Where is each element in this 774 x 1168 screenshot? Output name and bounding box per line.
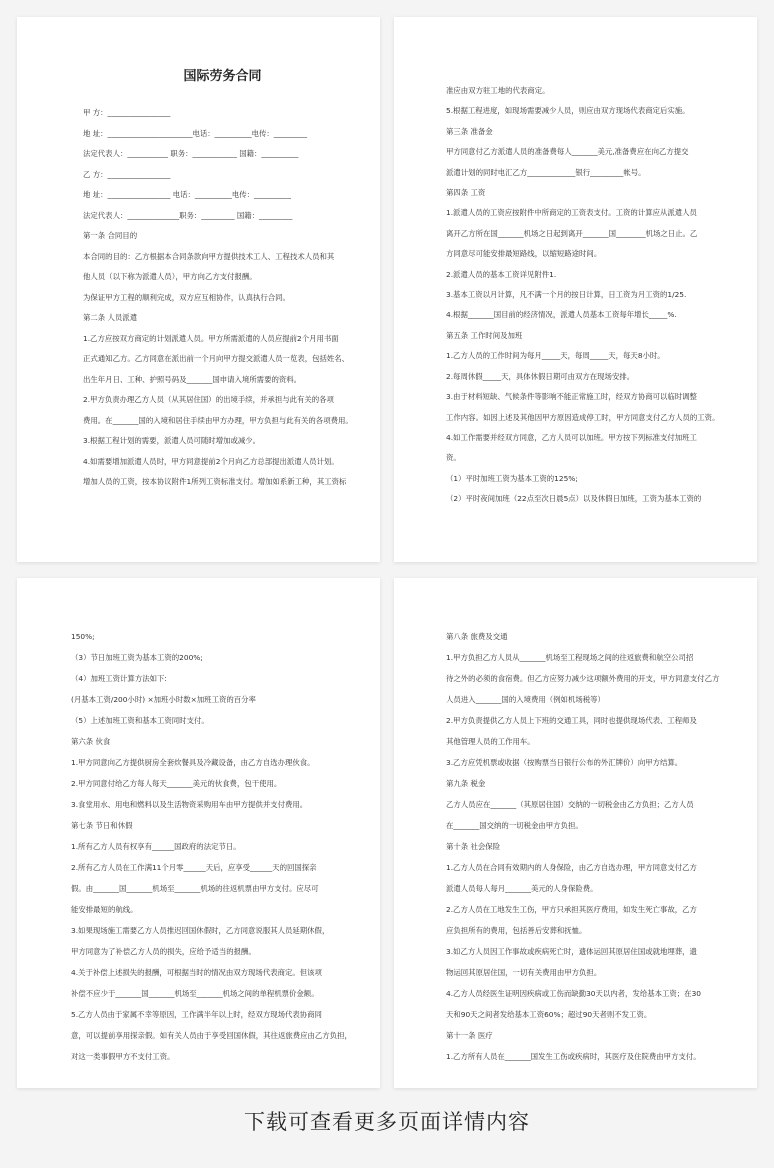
text-line: 2.乙方人员在工地发生工伤，甲方只承担其医疗费用，如发生死亡事故，乙方	[446, 905, 697, 914]
text-line: 增加人员的工资，按本协议附件1所列工资标准支付。增加如系新工种，其工资标	[83, 477, 347, 486]
text-line: 2.所有乙方人员在工作满11个月零______天后，应享受______天的回国探亲	[71, 863, 317, 872]
text-line: 1.甲方同意向乙方提供厨房全套炊餐具及冷藏设备，由乙方自选办理伙食。	[71, 758, 315, 767]
text-line: 待之外的必须的食宿费。但乙方应努力减少这项额外费用的开支，甲方同意支付乙方	[446, 674, 720, 683]
text-line: 4.如工作需要并经双方同意，乙方人员可以加班。甲方按下列标准支付加班工	[446, 432, 697, 442]
download-more-caption: 下载可查看更多页面详情内容	[244, 1110, 530, 1134]
text-line: 甲方同意为了补偿乙方人员的损失，应给予适当的报酬。	[71, 947, 256, 956]
text-line: 法定代表人：___________ 职务：____________ 国籍：__________	[83, 149, 299, 158]
text-line: 5.乙方人员由于家属不幸等原因，工作满半年以上时，经双方现场代表协商同	[71, 1010, 322, 1019]
text-line: 3.乙方应凭机票或收据（按购票当日银行公布的外汇牌价）向甲方结算。	[446, 758, 683, 767]
text-line: 甲方同意付乙方派遣人员的准备费每人_______美元,准备费应在向乙方提交	[446, 147, 689, 157]
text-line: 甲 方：_________________	[83, 108, 171, 117]
text-line: （5）上述加班工资和基本工资同时支付。	[71, 716, 209, 725]
text-line: 准应由双方驻工地的代表商定。	[446, 86, 550, 95]
text-line: 1.乙方人员的工作时间为每月_____天，每周_____天，每天8小时。	[446, 351, 665, 361]
section-heading: 第一条 合同目的	[83, 231, 138, 240]
section-heading: 第七条 节日和休假	[71, 821, 133, 830]
text-line: 1.乙方应按双方商定的计划派遣人员。甲方所需派遣的人员应提前2个月用书面	[83, 333, 339, 343]
text-line: 3.根据工程计划的需要，派遣人员可随时增加或减少。	[83, 436, 261, 445]
text-line: 其他管理人员的工作用车。	[446, 737, 535, 746]
document-page-2	[394, 17, 757, 562]
section-heading: 第五条 工作时间及加班	[446, 330, 523, 340]
text-line: 3.食堂用水、用电和燃料以及生活物资采购用车由甲方提供并支付费用。	[71, 800, 308, 809]
text-line: 在_______国交纳的一切税金由甲方负担。	[446, 821, 583, 830]
text-line: 离开乙方所在国_______机场之日起到离开_______国________机场之日止。乙	[446, 228, 698, 238]
text-line: 费用。在_______国的入境和居住手续由甲方办理，甲方负担与此有关的各项费用。	[83, 415, 353, 425]
text-line: 人员进入_______国的入境费用（例如机场税等）	[446, 695, 605, 704]
section-heading: 第九条 税金	[446, 779, 486, 788]
contract-title: 国际劳务合同	[183, 69, 262, 84]
document-page-3	[17, 578, 380, 1088]
section-heading: 第二条 人员派遣	[83, 313, 138, 322]
text-line: 3.由于材料短缺、气候条件等影响不能正常施工时，经双方协商可以临时调整	[446, 392, 697, 402]
text-line: 本合同的目的：乙方根据本合同条款向甲方提供技术工人、工程技术人员和其	[83, 251, 335, 261]
text-line: 能安排最短的航线。	[71, 905, 138, 914]
text-line: 5.根据工程进度，如现场需要减少人员，则应由双方现场代表商定后实施。	[446, 106, 690, 116]
text-line: 派遣人员每人每月_______美元的人身保险费。	[446, 884, 598, 893]
section-heading: 第六条 伙食	[71, 737, 111, 746]
text-line: 地 址：_________________ 电话：__________电传：__________	[83, 190, 291, 199]
text-line: 3.如乙方人员因工作事故或疾病死亡时，遗体运回其原居住国或就地埋葬，遗	[446, 947, 697, 956]
section-heading: 第三条 准备金	[446, 126, 493, 136]
document-page-1	[17, 17, 380, 562]
text-line: 2.每周休假_____天，具体休假日期可由双方在现场安排。	[446, 371, 635, 381]
text-line: 物运回其原居住国，一切有关费用由甲方负担。	[446, 968, 602, 977]
text-line: 4.如需要增加派遣人员时，甲方同意提前2个月向乙方总部提出派遣人员计划。	[83, 456, 339, 466]
text-line: 2.甲方同意付给乙方每人每天_______美元的伙食费，包干使用。	[71, 779, 282, 788]
text-line: 3.如果现场施工需要乙方人员推迟回国休假时，乙方同意说服其人员延期休假，	[71, 926, 330, 935]
text-line: 2.甲方负责提供乙方人员上下班的交通工具，同时也提供现场代表、工程师及	[446, 716, 697, 725]
text-line: （1）平时加班工资为基本工资的125%;	[446, 473, 578, 483]
text-line: (月基本工资/200小时) ×加班小时数×加班工资的百分率	[71, 695, 256, 704]
text-line: 1.派遣人员的工资应按附件中所商定的工资表支付。工资的计算应从派遣人员	[446, 208, 697, 218]
text-line: 天和90天之间者发给基本工资60%；超过90天者则不发工资。	[446, 1010, 652, 1019]
section-heading: 第十一条 医疗	[446, 1031, 493, 1040]
text-line: 补偿不应少于_______国_______机场至_______机场之间的单程机票价金额。	[71, 989, 319, 998]
text-line: （4）加班工资计算方法如下:	[71, 674, 167, 683]
text-line: 他人员（以下称为派遣人员），甲方向乙方支付报酬。	[83, 272, 257, 281]
text-line: 方同意尽可能安排最短路线，以缩短路途时间。	[446, 249, 602, 259]
text-line: 4.乙方人员经医生证明因疾病或工伤而缺勤30天以内者，发给基本工资；在30	[446, 989, 701, 998]
text-line: 4.关于补偿上述损失的报酬，可根据当时的情况由双方现场代表商定。但该项	[71, 968, 322, 977]
text-line: 正式通知乙方。乙方同意在派出前一个月向甲方提交派遣人员一览表，包括姓名、	[83, 354, 350, 363]
document-page-4	[394, 578, 757, 1088]
section-heading: 第四条 工资	[446, 188, 486, 198]
text-line: 乙方人员应在_______（其原居住国）交纳的一切税金由乙方负担；乙方人员	[446, 800, 694, 809]
text-line: 乙 方：_________________	[83, 169, 171, 179]
text-line: 4.根据_______国目前的经济情况，派遣人员基本工资每年增长_____%.	[446, 310, 677, 320]
text-line: 2.派遣人员的基本工资详见附件1.	[446, 269, 557, 279]
text-line: 意，可以提前享用探亲假。如有关人员由于享受回国休假，其往返旅费应由乙方负担，	[71, 1031, 352, 1040]
text-line: 假。由_______国_______机场至_______机场的往返机票由甲方支付。应尽可	[71, 884, 319, 893]
text-line: （3）节日加班工资为基本工资的200%;	[71, 653, 203, 662]
text-line: 派遣计划的同时电汇乙方_____________银行_________帐号。	[446, 167, 646, 177]
text-line: （2）平时夜间加班（22点至次日晨5点）以及休假日加班，工资为基本工资的	[446, 494, 702, 504]
section-heading: 第八条 旅费及交通	[446, 632, 508, 641]
text-line: 1.所有乙方人员有权享有______国政府的法定节日。	[71, 842, 241, 851]
text-line: 1.乙方所有人员在_______国发生工伤或疾病时，其医疗及住院费由甲方支付。	[446, 1052, 701, 1061]
text-line: 出生年月日、工种、护照号码及_______国申请入境所需要的资料。	[83, 374, 302, 384]
text-line: 工作内容。如因上述及其他因甲方原因造成停工时，甲方同意支付乙方人员的工资。	[446, 412, 720, 422]
text-line: 地 址：_______________________电话：__________电传：_________	[83, 128, 308, 138]
text-line: 对这一类事假甲方不支付工资。	[71, 1052, 175, 1061]
text-line: 1.甲方负担乙方人员从_______机场至工程现场之间的往返旅费和航空公司招	[446, 653, 694, 662]
text-line: 2.甲方负责办理乙方人员（从其居住国）的出境手续，并承担与此有关的各项	[83, 395, 334, 404]
text-line: 为保证甲方工程的顺利完成，双方应互相协作，认真执行合同。	[83, 292, 290, 302]
text-line: 法定代表人：______________职务：_________ 国籍：_________	[83, 210, 293, 220]
text-line: 3.基本工资以月计算，凡不满一个月的按日计算，日工资为月工资的1/25.	[446, 290, 687, 300]
text-line: 150%;	[71, 632, 95, 641]
text-line: 应负担所有的费用，包括善后安葬和抚恤。	[446, 926, 587, 935]
section-heading: 第十条 社会保险	[446, 842, 501, 851]
text-line: 资。	[446, 453, 461, 463]
text-line: 1.乙方人员在合同有效期内的人身保险，由乙方自选办理，甲方同意支付乙方	[446, 863, 697, 872]
